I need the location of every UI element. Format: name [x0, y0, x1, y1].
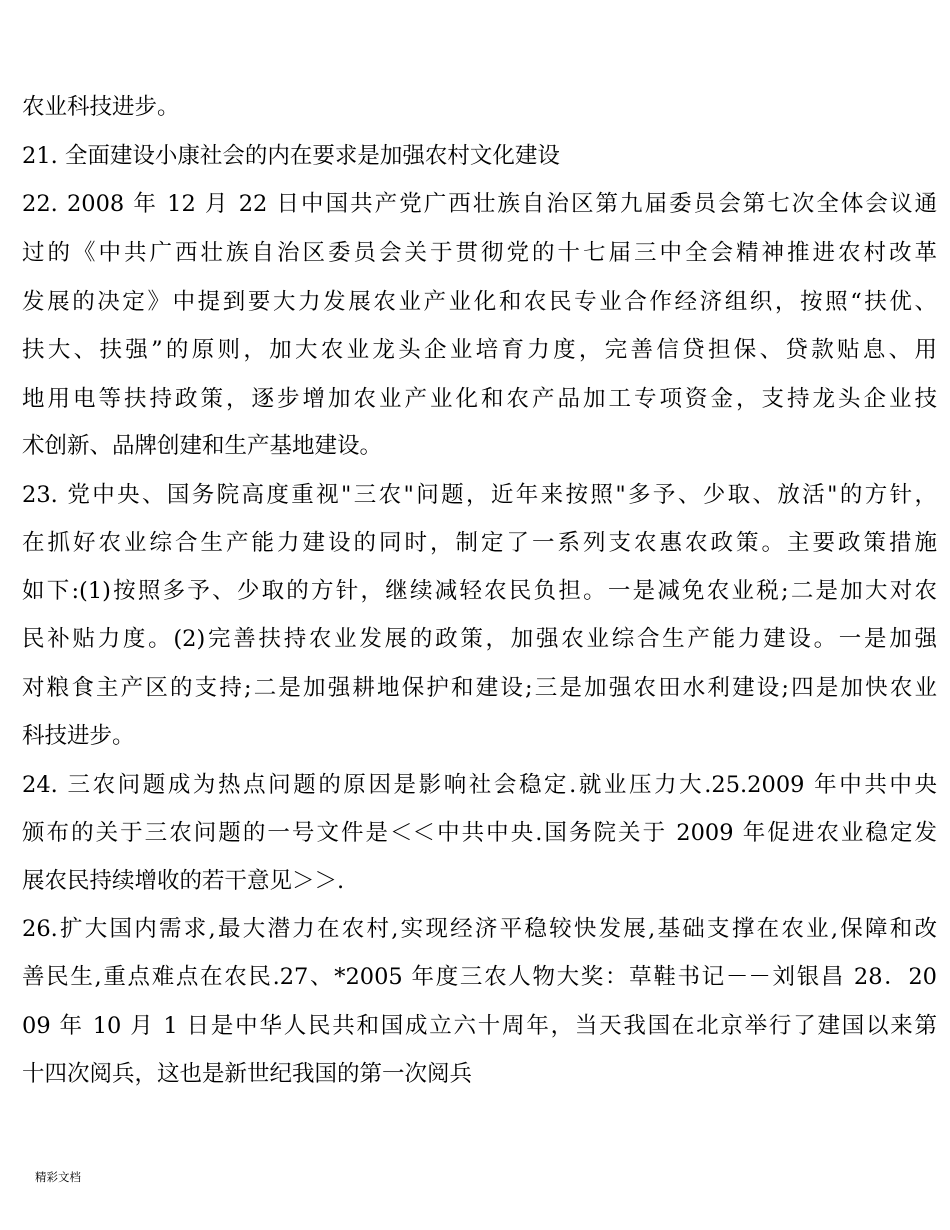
text-line: 术创新、品牌创建和生产基地建设。: [22, 433, 383, 459]
text-line: 22. 2008 年 12 月 22 日中国共产党广西壮族自治区第九届委员会第七次全体会议通: [22, 191, 937, 217]
text-line: 善民生,重点难点在农民.27、*2005 年度三农人物大奖：草鞋书记－－刘银昌 28．20: [22, 964, 937, 990]
text-line: 颁布的关于三农问题的一号文件是＜＜中共中央.国务院关于 2009 年促进农业稳定发: [22, 820, 937, 846]
footer-label: 精彩文档: [35, 1170, 81, 1184]
text-line: 过的《中共广西壮族自治区委员会关于贯彻党的十七届三中全会精神推进农村改革: [22, 240, 937, 266]
text-line: 发展的决定》中提到要大力发展农业产业化和农民专业合作经济组织，按照“扶优、: [22, 289, 937, 315]
text-line: 在抓好农业综合生产能力建设的同时，制定了一系列支农惠农政策。主要政策措施: [22, 530, 937, 556]
text-line: 地用电等扶持政策，逐步增加农业产业化和农产品加工专项资金，支持龙头企业技: [22, 386, 937, 412]
text-line: 农业科技进步。: [22, 94, 180, 120]
text-line: 科技进步。: [22, 723, 135, 749]
text-line: 09 年 10 月 1 日是中华人民共和国成立六十周年，当天我国在北京举行了建国以来第: [22, 1013, 937, 1039]
text-line: 十四次阅兵，这也是新世纪我国的第一次阅兵: [22, 1061, 473, 1087]
text-line: 展农民持续增收的若干意见＞＞.: [22, 868, 345, 894]
text-line: 民补贴力度。(2)完善扶持农业发展的政策，加强农业综合生产能力建设。一是加强: [22, 626, 937, 652]
text-line: 21. 全面建设小康社会的内在要求是加强农村文化建设: [22, 143, 560, 169]
text-line: 24. 三农问题成为热点问题的原因是影响社会稳定.就业压力大.25.2009 年中共中央: [22, 772, 937, 798]
text-line: 23. 党中央、国务院高度重视"三农"问题，近年来按照"多予、少取、放活"的方针，: [22, 482, 937, 508]
text-line: 26.扩大国内需求,最大潜力在农村,实现经济平稳较快发展,基础支撑在农业,保障和改: [22, 916, 937, 942]
text-line: 如下:(1)按照多予、少取的方针，继续减轻农民负担。一是减免农业税;二是加大对农: [22, 578, 937, 604]
text-line: 对粮食主产区的支持;二是加强耕地保护和建设;三是加强农田水利建设;四是加快农业: [22, 675, 937, 701]
text-line: 扶大、扶强”的原则，加大农业龙头企业培育力度，完善信贷担保、贷款贴息、用: [22, 337, 937, 363]
